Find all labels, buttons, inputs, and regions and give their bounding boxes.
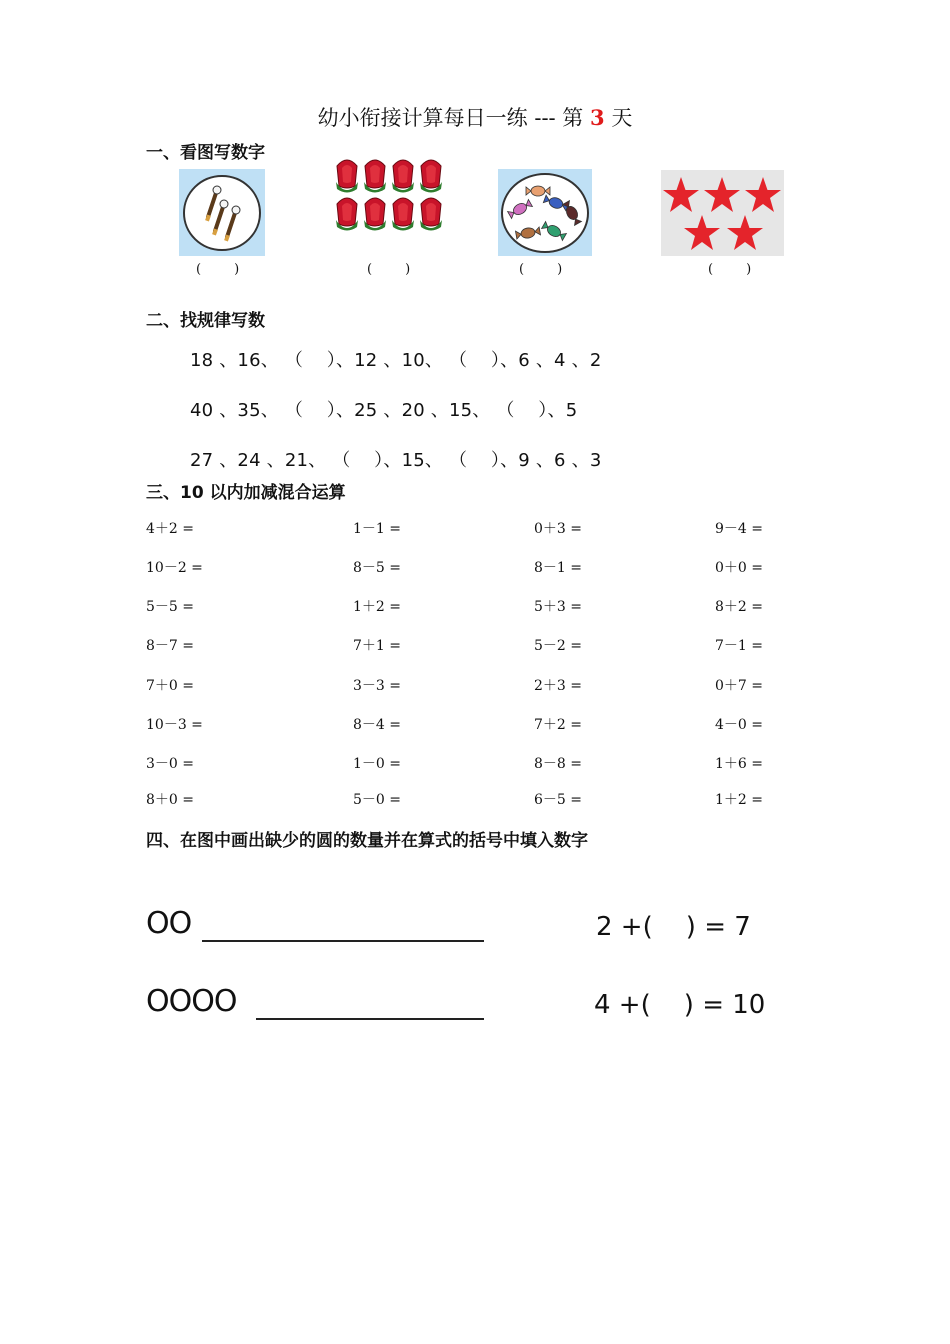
equation[interactable]: 3－3 = <box>353 678 401 694</box>
page-title <box>0 102 950 132</box>
equation[interactable]: 8－4 = <box>353 717 401 733</box>
equation[interactable]: 9－4 = <box>715 521 763 537</box>
equation[interactable]: 8－8 = <box>534 756 582 772</box>
section4-heading: 四、在图中画出缺少的圆的数量并在算式的括号中填入数字 <box>146 831 588 851</box>
sequence-row-2[interactable]: 40 、35、 （ ）、25 、20 、15、 （ ）、5 <box>190 400 578 421</box>
title-prefix: 幼小衔接计算每日一练 --- 第 <box>317 106 584 130</box>
stars-icon <box>661 170 784 256</box>
title-day-number: 3 <box>590 105 605 130</box>
equation[interactable]: 4＋2 = <box>146 521 194 537</box>
equation[interactable]: 10－3 = <box>146 717 203 733</box>
fill-equation-1[interactable]: 2 +( ) = 7 <box>596 912 751 942</box>
existing-circles: OOOO <box>146 984 237 1019</box>
equation[interactable]: 1－0 = <box>353 756 401 772</box>
equation[interactable]: 10－2 = <box>146 560 203 576</box>
fill-equation-2[interactable]: 4 +( ) = 10 <box>594 990 766 1020</box>
existing-circles: OO <box>146 906 192 941</box>
drawing-line-2[interactable] <box>256 1018 484 1020</box>
equation[interactable]: 8－7 = <box>146 638 194 654</box>
equation[interactable]: 0＋7 = <box>715 678 763 694</box>
equation[interactable]: 3－0 = <box>146 756 194 772</box>
section3-heading: 三、10 以内加减混合运算 <box>146 483 346 503</box>
candies-in-circle-icon <box>498 169 592 256</box>
equation[interactable]: 8－1 = <box>534 560 582 576</box>
sequence-row-3[interactable]: 27 、24 、21、 （ ）、15、 （ ）、9 、6 、3 <box>190 450 602 471</box>
equation[interactable]: 7＋0 = <box>146 678 194 694</box>
title-suffix: 天 <box>611 106 633 130</box>
equation[interactable]: 5－0 = <box>353 792 401 808</box>
equation[interactable]: 8－5 = <box>353 560 401 576</box>
equation[interactable]: 0＋3 = <box>534 521 582 537</box>
circle-drawing-row-2 <box>146 984 236 1019</box>
answer-paren-1[interactable]: ( ) <box>196 262 240 277</box>
equation[interactable]: 4－0 = <box>715 717 763 733</box>
equation[interactable]: 5＋3 = <box>534 599 582 615</box>
drawing-line-1[interactable] <box>202 940 484 942</box>
equation[interactable]: 0＋0 = <box>715 560 763 576</box>
equation[interactable]: 5－5 = <box>146 599 194 615</box>
brushes-in-circle-icon <box>179 169 265 256</box>
equation[interactable]: 1－1 = <box>353 521 401 537</box>
answer-paren-2[interactable]: ( ) <box>367 262 411 277</box>
equation[interactable]: 5－2 = <box>534 638 582 654</box>
sequence-row-1[interactable]: 18 、16、 （ ）、12 、10、 （ ）、6 、4 、2 <box>190 350 602 371</box>
circle-drawing-row-1 <box>146 906 191 941</box>
equation[interactable]: 1＋2 = <box>353 599 401 615</box>
section1-heading: 一、看图写数字 <box>146 143 265 163</box>
equation[interactable]: 1＋6 = <box>715 756 763 772</box>
equation[interactable]: 7＋1 = <box>353 638 401 654</box>
answer-paren-3[interactable]: ( ) <box>519 262 563 277</box>
equation[interactable]: 6－5 = <box>534 792 582 808</box>
section2-heading: 二、找规律写数 <box>146 311 265 331</box>
equation[interactable]: 2＋3 = <box>534 678 582 694</box>
equation[interactable]: 7－1 = <box>715 638 763 654</box>
equation[interactable]: 7＋2 = <box>534 717 582 733</box>
roses-icon <box>333 156 447 232</box>
answer-paren-4[interactable]: ( ) <box>708 262 752 277</box>
equation[interactable]: 8＋2 = <box>715 599 763 615</box>
equation[interactable]: 8＋0 = <box>146 792 194 808</box>
equation[interactable]: 1＋2 = <box>715 792 763 808</box>
